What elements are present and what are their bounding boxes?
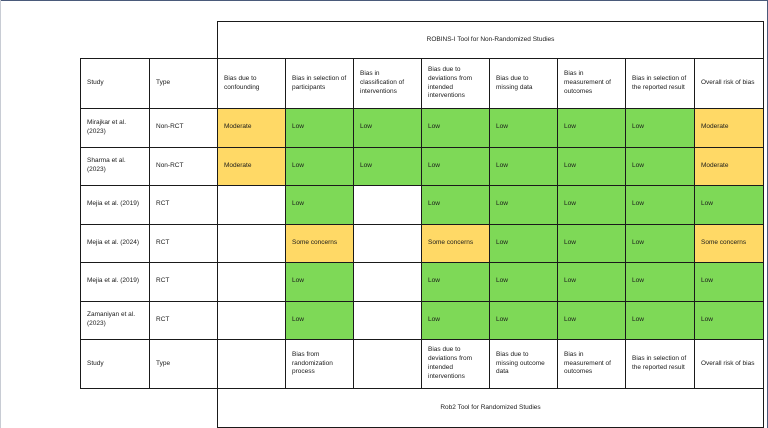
table-row: [81, 186, 764, 225]
cell-selection: Low: [286, 186, 354, 225]
rob2-header-randomization: Bias from randomization process: [286, 340, 354, 389]
robins-header-classification: Bias in classification of interventions: [354, 59, 422, 109]
cell-measurement: Low: [558, 301, 626, 340]
title-spacer: [81, 389, 218, 428]
robins-header-selection: Bias in selection of participants: [286, 59, 354, 109]
cell-selection: Some concerns: [286, 224, 354, 263]
cell-reported-result: Low: [626, 147, 695, 186]
rob2-header-study: Study: [81, 340, 150, 389]
cell-confounding: Moderate: [218, 109, 286, 148]
cell-reported-result: Low: [626, 224, 695, 263]
cell-overall: Some concerns: [695, 224, 764, 263]
risk-of-bias-table: [80, 21, 764, 428]
cell-deviations: Low: [422, 147, 490, 186]
rob2-header-empty: [354, 340, 422, 389]
table-row: [81, 301, 764, 340]
cell-missing-data: Low: [490, 186, 558, 225]
robins-header-measurement: Bias in measurement of outcomes: [558, 59, 626, 109]
frame-border-left: [0, 0, 1, 428]
cell-confounding: [218, 263, 286, 302]
cell-study-name: Sharma et al. (2023): [81, 147, 150, 186]
cell-missing-data: Low: [490, 109, 558, 148]
cell-classification: [354, 263, 422, 302]
cell-deviations: Some concerns: [422, 224, 490, 263]
cell-overall: Moderate: [695, 147, 764, 186]
cell-selection: Low: [286, 301, 354, 340]
cell-reported-result: Low: [626, 109, 695, 148]
rob2-title: Rob2 Tool for Randomized Studies: [218, 389, 764, 428]
cell-reported-result: Low: [626, 186, 695, 225]
cell-deviations: Low: [422, 186, 490, 225]
cell-study-type: RCT: [150, 263, 218, 302]
robins-title-row: [81, 22, 764, 59]
cell-overall: Low: [695, 186, 764, 225]
cell-study-type: Non-RCT: [150, 109, 218, 148]
rob2-header-type: Type: [150, 340, 218, 389]
study-rows: [81, 109, 764, 340]
cell-classification: [354, 186, 422, 225]
cell-classification: Low: [354, 147, 422, 186]
cell-classification: Low: [354, 109, 422, 148]
cell-overall: Moderate: [695, 109, 764, 148]
robins-header-deviations: Bias due to deviations from intended interventions: [422, 59, 490, 109]
cell-missing-data: Low: [490, 224, 558, 263]
robins-header-study: Study: [81, 59, 150, 109]
cell-reported-result: Low: [626, 263, 695, 302]
rob2-header-reported-result: Bias in selection of the reported result: [626, 340, 695, 389]
robins-header-confounding: Bias due to confounding: [218, 59, 286, 109]
cell-missing-data: Low: [490, 263, 558, 302]
cell-classification: [354, 301, 422, 340]
cell-confounding: [218, 224, 286, 263]
cell-study-type: RCT: [150, 301, 218, 340]
table-row: [81, 263, 764, 302]
cell-confounding: [218, 186, 286, 225]
cell-study-name: Mirajkar et al. (2023): [81, 109, 150, 148]
cell-overall: Low: [695, 263, 764, 302]
cell-study-type: Non-RCT: [150, 147, 218, 186]
cell-study-name: Mejia et al. (2019): [81, 263, 150, 302]
cell-study-type: RCT: [150, 224, 218, 263]
cell-deviations: Low: [422, 109, 490, 148]
rob2-header-measurement: Bias in measurement of outcomes: [558, 340, 626, 389]
table-row: [81, 109, 764, 148]
robins-header-row: [81, 59, 764, 109]
robins-header-type: Type: [150, 59, 218, 109]
cell-missing-data: Low: [490, 147, 558, 186]
rob2-header-missing-data: Bias due to missing outcome data: [490, 340, 558, 389]
cell-deviations: Low: [422, 263, 490, 302]
cell-study-name: Mejia et al. (2024): [81, 224, 150, 263]
rob2-title-row: [81, 389, 764, 428]
cell-measurement: Low: [558, 147, 626, 186]
rob2-header-overall: Overall risk of bias: [695, 340, 764, 389]
cell-missing-data: Low: [490, 301, 558, 340]
cell-measurement: Low: [558, 224, 626, 263]
cell-confounding: [218, 301, 286, 340]
title-spacer: [81, 22, 218, 59]
cell-measurement: Low: [558, 186, 626, 225]
cell-study-name: Zamaniyan et al. (2023): [81, 301, 150, 340]
cell-classification: [354, 224, 422, 263]
robins-header-reported-result: Bias in selection of the reported result: [626, 59, 695, 109]
cell-selection: Low: [286, 147, 354, 186]
cell-confounding: Moderate: [218, 147, 286, 186]
frame-border-top: [0, 0, 768, 1]
table-row: [81, 147, 764, 186]
robins-i-title: ROBINS-I Tool for Non-Randomized Studies: [218, 22, 764, 59]
cell-measurement: Low: [558, 109, 626, 148]
robins-header-missing-data: Bias due to missing data: [490, 59, 558, 109]
cell-selection: Low: [286, 263, 354, 302]
rob2-header-row: [81, 340, 764, 389]
cell-overall: Low: [695, 301, 764, 340]
robins-header-overall: Overall risk of bias: [695, 59, 764, 109]
cell-measurement: Low: [558, 263, 626, 302]
rob2-header-empty: [218, 340, 286, 389]
rob2-header-deviations: Bias due to deviations from intended interventions: [422, 340, 490, 389]
cell-selection: Low: [286, 109, 354, 148]
cell-reported-result: Low: [626, 301, 695, 340]
table-row: [81, 224, 764, 263]
cell-deviations: Low: [422, 301, 490, 340]
cell-study-type: RCT: [150, 186, 218, 225]
cell-study-name: Mejia et al. (2019): [81, 186, 150, 225]
